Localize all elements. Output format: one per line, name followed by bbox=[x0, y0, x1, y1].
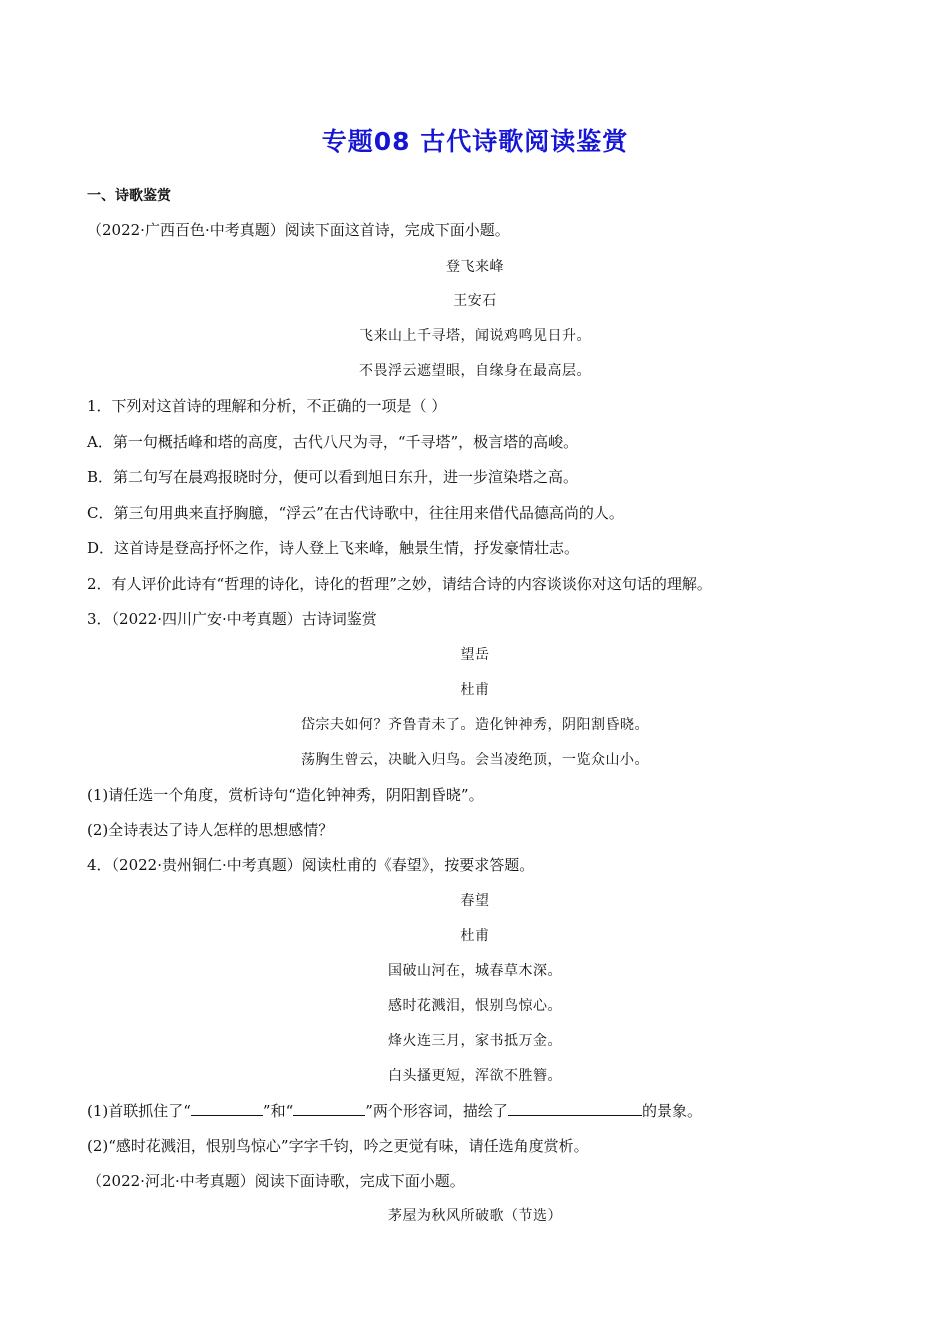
poem-line: 烽火连三月，家书抵万金。 bbox=[388, 1033, 562, 1049]
poem-line: 岱宗夫如何？齐鲁青未了。造化钟神秀，阴阳割昏晓。 bbox=[301, 717, 649, 733]
answer-blank[interactable] bbox=[293, 1101, 365, 1116]
question-2: 2．有人评价此诗有“哲理的诗化，诗化的哲理”之妙，请结合诗的内容谈谈你对这句话的理解。 bbox=[87, 575, 712, 593]
intro-text: （2022·河北·中考真题）阅读下面诗歌，完成下面小题。 bbox=[87, 1172, 465, 1190]
poem-line: 飞来山上千寻塔，闻说鸡鸣见日升。 bbox=[359, 328, 591, 344]
subquestion: (2)全诗表达了诗人怎样的思想感情？ bbox=[87, 821, 334, 839]
poem-line: 白头搔更短，浑欲不胜簪。 bbox=[388, 1068, 562, 1084]
question-4-stem: 4．（2022·贵州铜仁·中考真题）阅读杜甫的《春望》，按要求答题。 bbox=[87, 856, 535, 874]
poem-author: 王安石 bbox=[453, 293, 497, 309]
option-b: B．第二句写在晨鸡报晓时分，便可以看到旭日东升，进一步渲染塔之高。 bbox=[87, 468, 579, 486]
option-d: D．这首诗是登高抒怀之作，诗人登上飞来峰，触景生情，抒发豪情壮志。 bbox=[87, 539, 580, 557]
page-title: 专题08 古代诗歌阅读鉴赏 bbox=[321, 127, 629, 156]
question-3-stem: 3．（2022·四川广安·中考真题）古诗词鉴赏 bbox=[87, 610, 377, 628]
poem-author: 杜甫 bbox=[460, 928, 490, 944]
poem-line: 荡胸生曾云，决眦入归鸟。会当凌绝顶，一览众山小。 bbox=[301, 752, 649, 768]
answer-blank[interactable] bbox=[508, 1101, 642, 1116]
section-heading: 一、诗歌鉴赏 bbox=[87, 188, 171, 204]
subquestion: (1)请任选一个角度，赏析诗句“造化钟神秀，阴阳割昏晓”。 bbox=[87, 786, 484, 804]
poem-title: 茅屋为秋风所破歌（节选） bbox=[388, 1208, 562, 1224]
subquestion: (2)“感时花溅泪，恨别鸟惊心”字字千钧，吟之更觉有味，请任选角度赏析。 bbox=[87, 1137, 589, 1155]
poem-line: 不畏浮云遮望眼，自缘身在最高层。 bbox=[359, 363, 591, 379]
poem-title: 登飞来峰 bbox=[446, 259, 504, 275]
poem-line: 国破山河在，城春草木深。 bbox=[388, 963, 562, 979]
option-a: A．第一句概括峰和塔的高度，古代八尺为寻，“千寻塔”，极言塔的高峻。 bbox=[87, 433, 579, 451]
poem-title: 望岳 bbox=[460, 647, 490, 663]
subquestion-fill-blank bbox=[87, 1101, 702, 1121]
option-c: C．第三句用典来直抒胸臆，“浮云”在古代诗歌中，往往用来借代品德高尚的人。 bbox=[87, 504, 624, 522]
poem-author: 杜甫 bbox=[460, 682, 490, 698]
text-fragment: ”和“ bbox=[262, 1102, 294, 1120]
poem-title: 春望 bbox=[460, 893, 490, 909]
text-fragment: ”两个形容词，描绘了 bbox=[365, 1102, 508, 1120]
text-fragment: (1)首联抓住了“ bbox=[87, 1102, 191, 1120]
intro-text: （2022·广西百色·中考真题）阅读下面这首诗，完成下面小题。 bbox=[87, 221, 510, 239]
question-stem: 1．下列对这首诗的理解和分析，不正确的一项是（ ） bbox=[87, 397, 447, 415]
poem-line: 感时花溅泪，恨别鸟惊心。 bbox=[388, 998, 562, 1014]
answer-blank[interactable] bbox=[191, 1101, 263, 1116]
text-fragment: 的景象。 bbox=[641, 1102, 702, 1120]
